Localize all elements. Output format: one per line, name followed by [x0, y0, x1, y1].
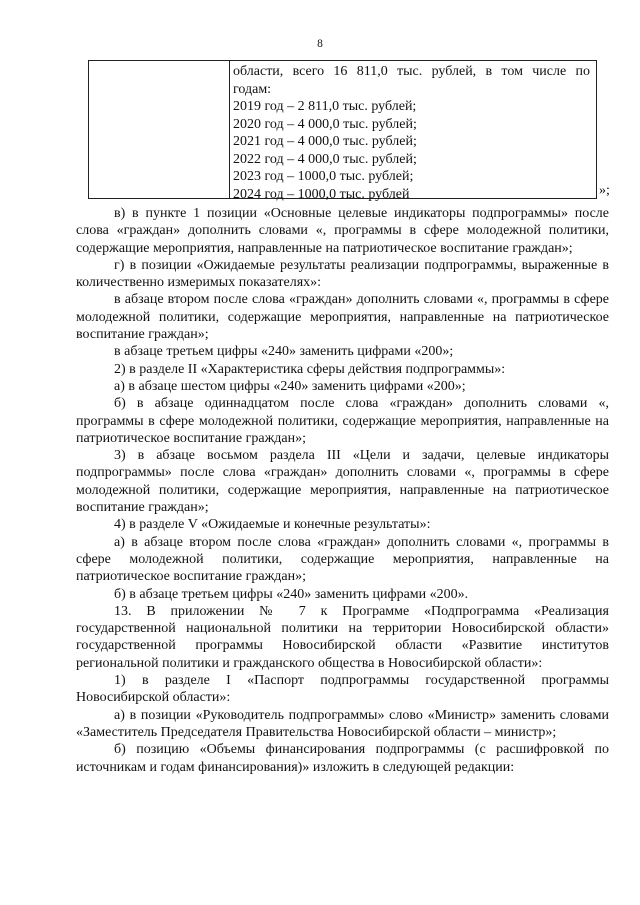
document-body — [76, 205, 609, 776]
table-cell-funding — [233, 63, 590, 203]
paragraph: в абзаце третьем цифры «240» заменить цифрами «200»; — [114, 344, 454, 360]
paragraph: 13. В приложении № 7 к Программе «Подпрограмма «Реализация государственной национальной политики на территории Новосибирской области» государственной программы Новосибирской области «Развитие институтов региональной политики и гражданского общества в Новосибирской области»: — [76, 603, 609, 671]
page-number: 8 — [317, 38, 323, 50]
paragraph: 1) в разделе I «Паспорт подпрограммы государственной программы Новосибирской области»: — [76, 673, 609, 706]
paragraph: в) в пункте 1 позиции «Основные целевые индикаторы подпрограммы» после слова «граждан» дополнить словами «, программы в сфере молодежной политики, содержащие мероприятия, направленные на патриотическое воспитание граждан»; — [76, 206, 609, 256]
paragraph: а) в абзаце втором после слова «граждан» дополнить словами «, программы в сфере молодежной политики, содержащие мероприятия, направленные на патриотическое воспитание граждан»; — [76, 534, 609, 585]
paragraph: а) в абзаце шестом цифры «240» заменить цифрами «200»; — [114, 378, 466, 394]
paragraph: б) позицию «Объемы финансирования подпрограммы (с расшифровкой по источникам и годам финансирования)» изложить в следующей редакции: — [76, 742, 609, 775]
paragraph: б) в абзаце одиннадцатом после слова «граждан» дополнить словами «, программы в сфере молодежной политики, содержащие мероприятия, направленные на патриотическое воспитание граждан»; — [76, 396, 609, 446]
amendment-table — [88, 60, 597, 202]
paragraph: б) в абзаце третьем цифры «240» заменить цифрами «200». — [114, 586, 469, 602]
table-cell-line: 2019 год – 2 811,0 тыс. рублей; — [233, 99, 417, 114]
table-cell-line: годам: — [233, 81, 272, 97]
table-cell-line: 2022 год – 4 000,0 тыс. рублей; — [233, 151, 417, 167]
table-cell-line: области, всего 16 811,0 тыс. рублей, в том числе по — [233, 64, 590, 79]
paragraph: 2) в разделе II «Характеристика сферы действия подпрограммы»: — [114, 361, 506, 377]
paragraph: в абзаце втором после слова «граждан» дополнить словами «, программы в сфере молодежной политики, содержащие мероприятия, направленные на патриотическое воспитание граждан»; — [76, 292, 609, 343]
table-cell-line: 2024 год – 1000,0 тыс. рублей — [233, 186, 410, 202]
paragraph: а) в позиции «Руководитель подпрограммы» слово «Министр» заменить словами «Заместитель Председателя Правительства Новосибирской области – министр»; — [76, 707, 609, 740]
table-cell-line: 2023 год – 1000,0 тыс. рублей; — [233, 169, 414, 184]
paragraph: г) в позиции «Ожидаемые результаты реализации подпрограммы, выраженные в количественно измеримых показателях»: — [76, 257, 609, 291]
table-closing-quote: »; — [599, 183, 610, 198]
table-column-divider — [229, 61, 230, 198]
table-cell-line: 2020 год – 4 000,0 тыс. рублей; — [233, 116, 417, 132]
paragraph: 4) в разделе V «Ожидаемые и конечные результаты»: — [114, 517, 431, 533]
table-cell-line: 2021 год – 4 000,0 тыс. рублей; — [233, 134, 417, 149]
paragraph: 3) в абзаце восьмом раздела III «Цели и задачи, целевые индикаторы подпрограммы» после слова «граждан» дополнить словами «, программы в сфере молодежной политики, содержащие мероприятия, направленные на патриотическое воспитание граждан»; — [76, 448, 609, 516]
